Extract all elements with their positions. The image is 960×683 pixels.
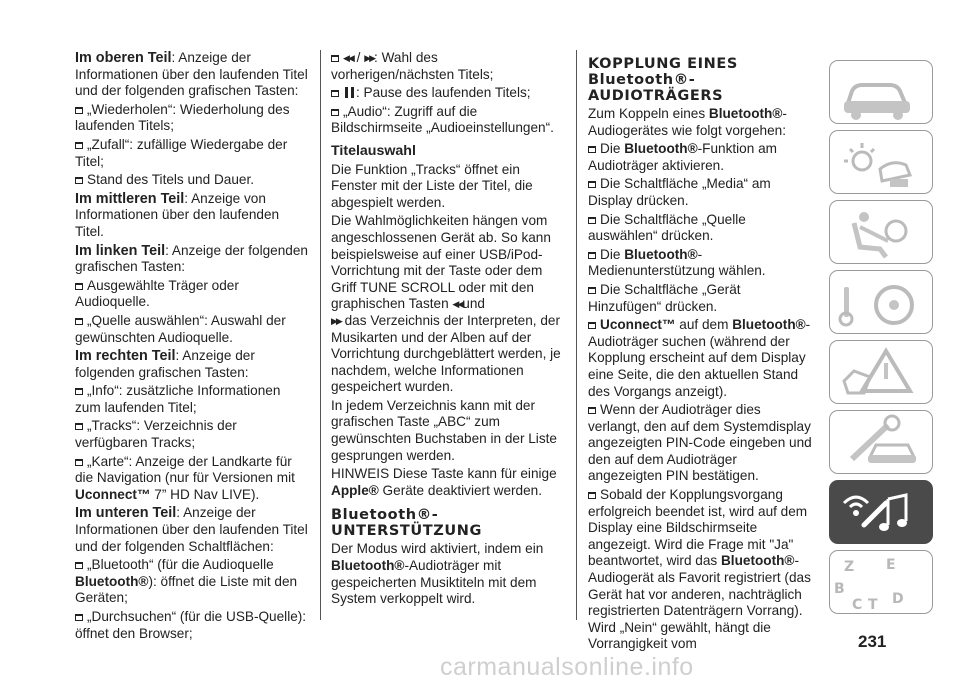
index-icon [830,551,934,615]
paragraph-intro: Zum Koppeln eines Bluetooth®-Audiogerätes wie folgt vorgehen: [588,106,787,138]
index-letter: E [886,557,896,573]
wrench-car-icon [830,411,934,475]
bullet-bluetooth: „Bluetooth“ (für die Audioquelle Bluetooth®): öffnet die Liste mit den Geräten; [75,557,308,607]
step-bluetooth-aktivieren: Die Bluetooth®-Funktion am Audioträger aktivieren. [588,141,813,174]
step-favorit: Sobald der Kopplungsvorgang erfolgreich beendet ist, wird auf dem Display eine Bildschirmseite angezeigt. Wird die Frage mit "Ja" beantwortet, wird das Bluetooth®-Audiogerät als Favorit registriert (das Gerät hat vor anderen, nachträglich registrierten Datenträgern Vorrang). Wird „Nein“ gewählt, hängt die Vorrangigkeit vom [588,487,813,653]
car-icon [830,61,934,125]
paragraph-hinweis: HINWEIS Diese Taste kann für einige Apple® Geräte deaktiviert werden. [331,466,557,498]
heading-kopplung: KOPPLUNG EINES Bluetooth®- AUDIOTRÄGERS [588,56,738,104]
tab-airbag-seat[interactable] [829,200,933,264]
column-2 [331,50,564,610]
paragraph-unteren-teil: Im unteren Teil: Anzeige der Informationen über den laufenden Titel und der folgenden Schaltflächen: [75,505,308,554]
paragraph-rechten-teil: Im rechten Teil: Anzeige der folgenden grafischen Tasten: [75,348,255,380]
paragraph-verzeichnis: In jedem Verzeichnis kann mit der grafischen Taste „ABC“ zum gewünschten Buchstaben in der Liste gesprungen werden. [331,397,557,463]
tab-multimedia[interactable] [829,480,933,544]
column-divider [320,50,321,620]
bullet-stand: Stand des Titels und Dauer. [75,172,308,189]
heading-bluetooth-unterstuetzung: Bluetooth®- UNTERSTÜTZUNG [331,507,482,540]
step-media: Die Schaltfläche „Media“ am Display drücken. [588,176,813,209]
index-letter: B [834,581,845,597]
column-divider [576,50,577,620]
warning-lights-icon [830,131,934,195]
tab-road-warning[interactable] [829,340,933,404]
watermark: carmanualsonline.info [440,653,694,681]
bullet-prev-next: ◀◀ / ▶▶: Wahl des vorherigen/nächsten Titels; [331,50,564,83]
step-uconnect-suchen: Uconnect™ auf dem Bluetooth®-Audioträger suchen (während der Kopplung erscheint auf dem Display eine Seite, die den aktuellen Stand des Vorgangs anzeigt). [588,317,813,400]
bullet-quelle-auswaehlen: „Quelle auswählen“: Auswahl der gewünschten Audioquelle. [75,313,308,346]
bullet-durchsuchen: „Durchsuchen“ (für die USB-Quelle): öffnet den Browser; [75,609,307,641]
rewind-icon: ◀◀ [452,299,463,310]
step-quelle: Die Schaltfläche „Quelle auswählen“ drücken. [588,212,813,245]
bullet-karte: „Karte“: Anzeige der Landkarte für die Navigation (nur für Versionen mit Uconnect™ 7” HD Nav LIVE). [75,454,308,504]
tab-wrench-car[interactable] [829,410,933,474]
tab-car[interactable] [829,60,933,124]
step-pin: Wenn der Audioträger dies verlangt, den auf dem Systemdisplay angezeigten PIN-Code eingeben und den auf dem Audioträger angezeigten PIN bestätigen. [588,402,812,484]
page-number: 231 [858,632,887,651]
paragraph-oberen-teil: Im oberen Teil: Anzeige der Informationen über den laufenden Titel und der folgenden grafischen Tasten: [75,50,308,99]
paragraph-modus: Der Modus wird aktiviert, indem ein Bluetooth®-Audioträger mit gespeicherten Musiktiteln mit dem System verkoppelt wird. [331,541,544,607]
bullet-ausgewaehlte-traeger: Ausgewählte Träger oder Audioquelle. [75,278,308,311]
index-letter: Z [844,559,855,575]
rewind-icon: ◀◀ [343,53,353,63]
multimedia-icon [830,481,934,545]
index-letter: T [868,597,878,613]
chapter-tabs [829,60,935,620]
index-letter: C [852,597,863,613]
steering-wheel-icon [830,271,934,335]
bullet-wiederholen: „Wiederholen“: Wiederholung des laufenden Titels; [75,102,308,135]
column-3 [588,50,813,655]
bullet-audio: „Audio“: Zugriff auf die Bildschirmseite „Audioeinstellungen“. [331,104,564,137]
paragraph-tracks: Die Funktion „Tracks“ öffnet ein Fenster mit der Liste der Titel, die abgespielt werden. [331,161,533,210]
heading-titelauswahl: Titelauswahl [331,142,416,159]
bullet-pause: : Pause des laufenden Titels; [331,85,564,102]
airbag-seat-icon [830,201,934,265]
road-warning-icon [830,341,934,405]
bullet-info: „Info“: zusätzliche Informationen zum laufenden Titel; [75,383,308,416]
tab-steering-wheel[interactable] [829,270,933,334]
paragraph-wahlmoeglichkeiten: Die Wahlmöglichkeiten hängen vom angeschlossenen Gerät ab. So kann beispielsweise auf einer USB/iPod-Vorrichtung mit der Taste oder dem Griff TUNE SCROLL oder mit den graphischen Tasten ◀◀und ▶▶ das Verzeichnis der Interpreten, der Musikarten und der Alben auf der Vorrichtung durchgeblättert werden, je nachdem, welche Informationen gespeichert wurden. [331,213,561,395]
bullet-zufall: „Zufall“: zufällige Wiedergabe der Titel; [75,137,308,170]
tab-index[interactable] [829,550,933,614]
pause-icon [345,87,354,98]
paragraph-linken-teil: Im linken Teil: Anzeige der folgenden grafischen Tasten: [75,242,308,275]
fast-forward-icon: ▶▶ [331,315,341,326]
step-geraet-hinzufuegen: Die Schaltfläche „Gerät Hinzufügen“ drücken. [588,282,813,315]
fast-forward-icon: ▶▶ [364,53,375,63]
index-letter: D [892,591,904,607]
tab-warning-lights[interactable] [829,130,933,194]
paragraph-mittleren-teil: Im mittleren Teil: Anzeige von Informationen über den laufenden Titel. [75,190,280,239]
column-1 [75,50,308,644]
bullet-tracks: „Tracks“: Verzeichnis der verfügbaren Tracks; [75,418,308,451]
step-medienunterstuetzung: Die Bluetooth®-Medienunterstützung wählen. [588,247,813,280]
